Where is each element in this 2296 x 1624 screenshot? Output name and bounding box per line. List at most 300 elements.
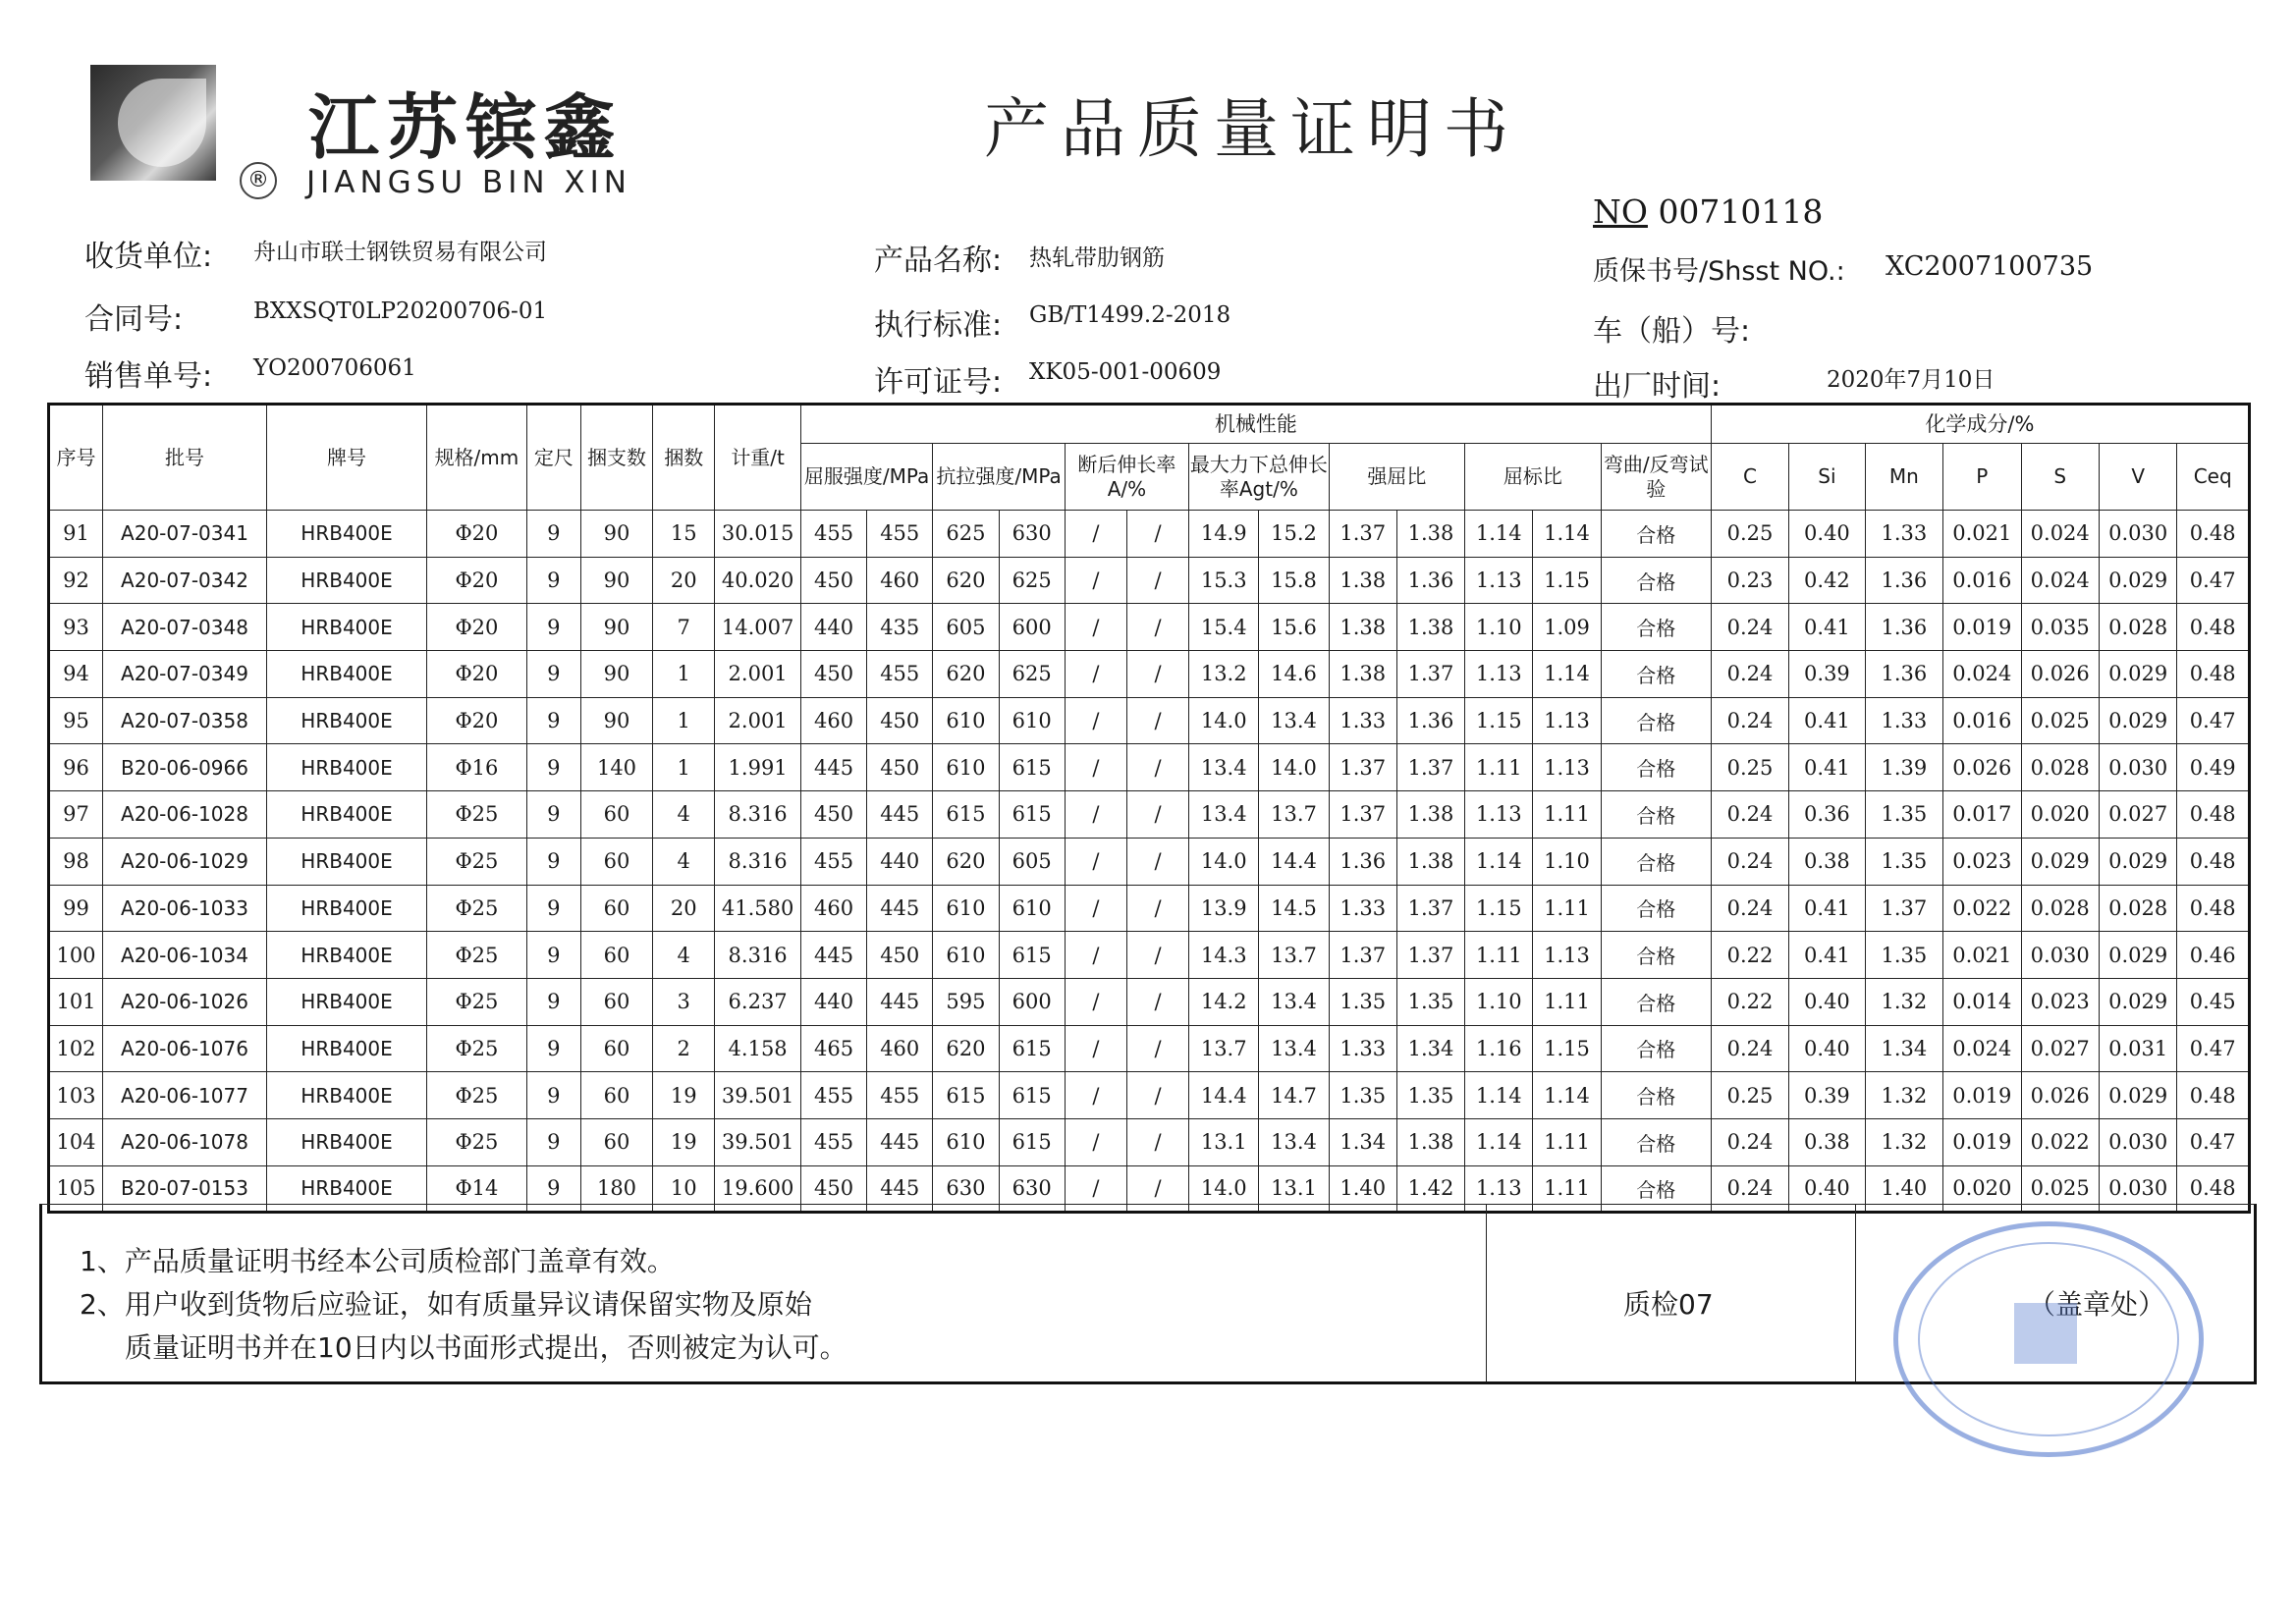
- cell-tensile-2: 600: [999, 978, 1065, 1025]
- cell-p: 0.014: [1943, 978, 2021, 1025]
- cell-batch: A20-06-1077: [103, 1072, 267, 1119]
- cell-weight: 2.001: [715, 651, 801, 698]
- cell-mn: 1.35: [1865, 932, 1942, 979]
- cell-mn: 1.35: [1865, 791, 1942, 839]
- cell-elong-2: /: [1126, 697, 1188, 744]
- cell-strength-ratio-2: 1.37: [1396, 651, 1464, 698]
- cell-tensile-2: 630: [999, 511, 1065, 558]
- cell-tensile-1: 620: [933, 651, 999, 698]
- cell-bend: 合格: [1601, 932, 1711, 979]
- contract-label: 合同号:: [84, 302, 184, 337]
- cell-yield-1: 450: [800, 651, 866, 698]
- cell-seq: 94: [49, 651, 103, 698]
- cell-yield-2: 445: [867, 978, 933, 1025]
- cell-agt-1: 14.0: [1189, 697, 1259, 744]
- cell-ceq: 0.48: [2177, 1165, 2250, 1213]
- cell-yield-ratio-1: 1.11: [1465, 744, 1533, 791]
- cell-si: 0.39: [1789, 1072, 1865, 1119]
- table-row: [49, 838, 2250, 885]
- cell-fixed: 9: [526, 744, 580, 791]
- cell-ceq: 0.48: [2177, 885, 2250, 932]
- cell-tensile-1: 615: [933, 1072, 999, 1119]
- cell-bend: 合格: [1601, 744, 1711, 791]
- cell-strength-ratio-1: 1.37: [1329, 511, 1396, 558]
- cell-strength-ratio-2: 1.34: [1396, 1025, 1464, 1072]
- cell-pieces: 140: [580, 744, 652, 791]
- cell-fixed: 9: [526, 697, 580, 744]
- brand-name-cn: 江苏镔鑫: [308, 86, 624, 169]
- cell-yield-1: 450: [800, 1165, 866, 1213]
- cell-elong-1: /: [1065, 791, 1126, 839]
- cell-yield-2: 460: [867, 557, 933, 604]
- cell-elong-1: /: [1065, 744, 1126, 791]
- cell-batch: B20-07-0153: [103, 1165, 267, 1213]
- cell-strength-ratio-2: 1.38: [1396, 1118, 1464, 1165]
- cell-seq: 98: [49, 838, 103, 885]
- cell-si: 0.38: [1789, 838, 1865, 885]
- cell-yield-2: 445: [867, 885, 933, 932]
- cell-yield-ratio-2: 1.11: [1533, 1165, 1601, 1213]
- contract-value: BXXSQT0LP20200706-01: [253, 298, 548, 324]
- cell-si: 0.40: [1789, 1025, 1865, 1072]
- cell-s: 0.023: [2021, 978, 2099, 1025]
- cell-fixed: 9: [526, 651, 580, 698]
- cell-seq: 103: [49, 1072, 103, 1119]
- cell-bundles: 19: [653, 1118, 715, 1165]
- cell-yield-2: 450: [867, 932, 933, 979]
- cell-elong-1: /: [1065, 697, 1126, 744]
- cell-pieces: 60: [580, 1072, 652, 1119]
- cell-fixed: 9: [526, 791, 580, 839]
- cell-ceq: 0.48: [2177, 1072, 2250, 1119]
- cell-c: 0.22: [1711, 978, 1788, 1025]
- cell-tensile-1: 595: [933, 978, 999, 1025]
- cell-s: 0.026: [2021, 651, 2099, 698]
- cell-strength-ratio-1: 1.38: [1329, 604, 1396, 651]
- cell-grade: HRB400E: [267, 651, 427, 698]
- cell-yield-2: 455: [867, 651, 933, 698]
- table-row: [49, 1025, 2250, 1072]
- table-row: [49, 932, 2250, 979]
- cell-bundles: 1: [653, 744, 715, 791]
- seal-placeholder: （盖章处）: [2028, 1288, 2166, 1321]
- table-row: [49, 557, 2250, 604]
- cell-yield-1: 460: [800, 885, 866, 932]
- cell-tensile-2: 600: [999, 604, 1065, 651]
- note-2: 2、用户收到货物后应验证，如有质量异议请保留实物及原始: [80, 1288, 812, 1321]
- cell-ceq: 0.46: [2177, 932, 2250, 979]
- cell-tensile-2: 630: [999, 1165, 1065, 1213]
- cell-yield-2: 445: [867, 1165, 933, 1213]
- cell-bend: 合格: [1601, 697, 1711, 744]
- cell-si: 0.41: [1789, 885, 1865, 932]
- cell-elong-1: /: [1065, 1072, 1126, 1119]
- cell-ceq: 0.47: [2177, 1025, 2250, 1072]
- cell-elong-1: /: [1065, 511, 1126, 558]
- cell-agt-1: 14.9: [1189, 511, 1259, 558]
- cell-weight: 1.991: [715, 744, 801, 791]
- cell-si: 0.38: [1789, 1118, 1865, 1165]
- note-1: 1、产品质量证明书经本公司质检部门盖章有效。: [80, 1245, 675, 1277]
- cell-seq: 95: [49, 697, 103, 744]
- col-weight: 计重/t: [715, 405, 801, 511]
- col-seq: 序号: [49, 405, 103, 511]
- cell-elong-1: /: [1065, 885, 1126, 932]
- cell-elong-2: /: [1126, 1118, 1188, 1165]
- cell-v: 0.030: [2099, 1165, 2176, 1213]
- cell-grade: HRB400E: [267, 744, 427, 791]
- cell-seq: 91: [49, 511, 103, 558]
- cell-weight: 40.020: [715, 557, 801, 604]
- cell-pieces: 90: [580, 651, 652, 698]
- cell-agt-2: 13.4: [1259, 1025, 1329, 1072]
- cell-c: 0.24: [1711, 697, 1788, 744]
- cell-ceq: 0.48: [2177, 838, 2250, 885]
- cell-agt-2: 14.7: [1259, 1072, 1329, 1119]
- cell-s: 0.024: [2021, 557, 2099, 604]
- cell-bend: 合格: [1601, 791, 1711, 839]
- cell-grade: HRB400E: [267, 557, 427, 604]
- cell-fixed: 9: [526, 978, 580, 1025]
- cell-fixed: 9: [526, 1165, 580, 1213]
- col-yield-ratio: 屈标比: [1465, 444, 1602, 511]
- cell-agt-2: 15.2: [1259, 511, 1329, 558]
- cell-ceq: 0.47: [2177, 557, 2250, 604]
- cell-v: 0.029: [2099, 978, 2176, 1025]
- cell-yield-ratio-1: 1.13: [1465, 791, 1533, 839]
- cell-c: 0.22: [1711, 932, 1788, 979]
- cell-si: 0.40: [1789, 1165, 1865, 1213]
- cell-grade: HRB400E: [267, 1165, 427, 1213]
- cell-seq: 92: [49, 557, 103, 604]
- cell-strength-ratio-1: 1.33: [1329, 885, 1396, 932]
- cell-batch: A20-07-0341: [103, 511, 267, 558]
- cell-yield-2: 445: [867, 791, 933, 839]
- cell-v: 0.031: [2099, 1025, 2176, 1072]
- cell-tensile-1: 610: [933, 697, 999, 744]
- cell-v: 0.029: [2099, 932, 2176, 979]
- cell-yield-ratio-1: 1.10: [1465, 978, 1533, 1025]
- cell-c: 0.24: [1711, 651, 1788, 698]
- cell-strength-ratio-1: 1.34: [1329, 1118, 1396, 1165]
- cell-yield-1: 450: [800, 791, 866, 839]
- sales-value: YO200706061: [253, 355, 416, 381]
- cell-bundles: 10: [653, 1165, 715, 1213]
- cert-number: [1593, 192, 1823, 231]
- cell-fixed: 9: [526, 511, 580, 558]
- cell-c: 0.25: [1711, 1072, 1788, 1119]
- cell-yield-ratio-1: 1.16: [1465, 1025, 1533, 1072]
- cell-mn: 1.33: [1865, 697, 1942, 744]
- cert-number-label: NO: [1593, 192, 1648, 231]
- cell-ceq: 0.48: [2177, 511, 2250, 558]
- cell-ceq: 0.48: [2177, 791, 2250, 839]
- cell-yield-1: 455: [800, 511, 866, 558]
- cell-bend: 合格: [1601, 1118, 1711, 1165]
- cell-agt-2: 13.1: [1259, 1165, 1329, 1213]
- cell-tensile-1: 610: [933, 1118, 999, 1165]
- cell-strength-ratio-1: 1.38: [1329, 557, 1396, 604]
- cell-tensile-2: 605: [999, 838, 1065, 885]
- cell-si: 0.36: [1789, 791, 1865, 839]
- cell-yield-ratio-1: 1.10: [1465, 604, 1533, 651]
- table-row: [49, 978, 2250, 1025]
- table-row: [49, 604, 2250, 651]
- product-label: 产品名称:: [874, 244, 1003, 278]
- cell-spec: Φ25: [427, 978, 527, 1025]
- cell-s: 0.028: [2021, 744, 2099, 791]
- cell-yield-2: 435: [867, 604, 933, 651]
- cell-strength-ratio-2: 1.38: [1396, 838, 1464, 885]
- cell-bundles: 4: [653, 838, 715, 885]
- cell-seq: 104: [49, 1118, 103, 1165]
- cell-batch: A20-06-1028: [103, 791, 267, 839]
- cell-yield-ratio-2: 1.15: [1533, 557, 1601, 604]
- standard-value: GB/T1499.2-2018: [1029, 302, 1231, 328]
- cell-c: 0.24: [1711, 885, 1788, 932]
- cell-yield-ratio-1: 1.15: [1465, 885, 1533, 932]
- cell-tensile-2: 625: [999, 651, 1065, 698]
- cell-agt-1: 13.7: [1189, 1025, 1259, 1072]
- cell-batch: A20-07-0349: [103, 651, 267, 698]
- cell-elong-2: /: [1126, 838, 1188, 885]
- license-label: 许可证号:: [874, 365, 1003, 400]
- cell-agt-1: 14.0: [1189, 838, 1259, 885]
- cell-elong-2: /: [1126, 1025, 1188, 1072]
- cell-c: 0.24: [1711, 1025, 1788, 1072]
- cell-strength-ratio-1: 1.38: [1329, 651, 1396, 698]
- cell-c: 0.25: [1711, 744, 1788, 791]
- table-row: [49, 511, 2250, 558]
- cell-weight: 39.501: [715, 1072, 801, 1119]
- cell-agt-2: 14.6: [1259, 651, 1329, 698]
- cell-si: 0.42: [1789, 557, 1865, 604]
- company-seal-stamp: [1893, 1221, 2204, 1457]
- cell-strength-ratio-2: 1.36: [1396, 557, 1464, 604]
- cell-tensile-1: 610: [933, 744, 999, 791]
- col-s: S: [2021, 444, 2099, 511]
- cell-mn: 1.33: [1865, 511, 1942, 558]
- col-fixed: 定尺: [526, 405, 580, 511]
- cell-p: 0.023: [1943, 838, 2021, 885]
- cell-yield-ratio-2: 1.14: [1533, 651, 1601, 698]
- cell-weight: 6.237: [715, 978, 801, 1025]
- cell-yield-2: 440: [867, 838, 933, 885]
- cell-c: 0.24: [1711, 1118, 1788, 1165]
- cell-s: 0.020: [2021, 791, 2099, 839]
- cell-grade: HRB400E: [267, 978, 427, 1025]
- cell-spec: Φ25: [427, 1025, 527, 1072]
- cell-elong-1: /: [1065, 838, 1126, 885]
- cell-agt-1: 13.1: [1189, 1118, 1259, 1165]
- col-spec: 规格/mm: [427, 405, 527, 511]
- cell-tensile-1: 620: [933, 557, 999, 604]
- cell-weight: 41.580: [715, 885, 801, 932]
- consignee-value: 舟山市联士钢铁贸易有限公司: [253, 240, 547, 265]
- cell-grade: HRB400E: [267, 838, 427, 885]
- cell-v: 0.030: [2099, 744, 2176, 791]
- cell-bend: 合格: [1601, 651, 1711, 698]
- cell-tensile-1: 630: [933, 1165, 999, 1213]
- cell-spec: Φ16: [427, 744, 527, 791]
- cell-pieces: 180: [580, 1165, 652, 1213]
- col-grade: 牌号: [267, 405, 427, 511]
- cell-s: 0.029: [2021, 838, 2099, 885]
- cell-agt-1: 13.4: [1189, 744, 1259, 791]
- cell-agt-2: 14.5: [1259, 885, 1329, 932]
- cell-strength-ratio-1: 1.40: [1329, 1165, 1396, 1213]
- col-c: C: [1711, 444, 1788, 511]
- cell-elong-2: /: [1126, 604, 1188, 651]
- cell-p: 0.022: [1943, 885, 2021, 932]
- cell-mn: 1.36: [1865, 651, 1942, 698]
- cell-ceq: 0.47: [2177, 1118, 2250, 1165]
- cell-batch: A20-07-0358: [103, 697, 267, 744]
- cell-tensile-1: 610: [933, 885, 999, 932]
- cell-yield-ratio-2: 1.13: [1533, 932, 1601, 979]
- group-mechanical: 机械性能: [800, 405, 1711, 444]
- cell-spec: Φ25: [427, 1072, 527, 1119]
- cell-strength-ratio-1: 1.36: [1329, 838, 1396, 885]
- cell-tensile-1: 605: [933, 604, 999, 651]
- cell-c: 0.24: [1711, 838, 1788, 885]
- cell-c: 0.24: [1711, 604, 1788, 651]
- cell-mn: 1.36: [1865, 604, 1942, 651]
- cell-weight: 8.316: [715, 791, 801, 839]
- cell-grade: HRB400E: [267, 604, 427, 651]
- cell-s: 0.022: [2021, 1118, 2099, 1165]
- cell-grade: HRB400E: [267, 1025, 427, 1072]
- ship-date-value: 2020年7月10日: [1827, 367, 1995, 393]
- cell-elong-1: /: [1065, 1118, 1126, 1165]
- cell-si: 0.41: [1789, 932, 1865, 979]
- footer-divider: [1855, 1205, 1856, 1381]
- document-title: 产品质量证明书: [984, 91, 1520, 167]
- cell-tensile-2: 615: [999, 791, 1065, 839]
- cell-agt-1: 13.9: [1189, 885, 1259, 932]
- cell-weight: 19.600: [715, 1165, 801, 1213]
- cell-fixed: 9: [526, 604, 580, 651]
- ship-date-label: 出厂时间:: [1593, 369, 1722, 404]
- cell-mn: 1.40: [1865, 1165, 1942, 1213]
- cell-batch: A20-06-1026: [103, 978, 267, 1025]
- cell-yield-1: 455: [800, 1072, 866, 1119]
- inspector-label: 质检07: [1623, 1288, 1714, 1321]
- cell-p: 0.024: [1943, 1025, 2021, 1072]
- sales-label: 销售单号:: [84, 359, 213, 394]
- cell-fixed: 9: [526, 557, 580, 604]
- cell-elong-2: /: [1126, 978, 1188, 1025]
- cell-grade: HRB400E: [267, 885, 427, 932]
- cell-bundles: 20: [653, 885, 715, 932]
- cell-weight: 2.001: [715, 697, 801, 744]
- col-bundles: 捆数: [653, 405, 715, 511]
- cell-seq: 97: [49, 791, 103, 839]
- cell-ceq: 0.48: [2177, 651, 2250, 698]
- cell-agt-1: 15.4: [1189, 604, 1259, 651]
- cell-grade: HRB400E: [267, 1118, 427, 1165]
- cell-batch: A20-06-1076: [103, 1025, 267, 1072]
- cert-number-value: 00710118: [1658, 192, 1824, 231]
- table-row: [49, 697, 2250, 744]
- cell-p: 0.021: [1943, 511, 2021, 558]
- cell-p: 0.026: [1943, 744, 2021, 791]
- cell-grade: HRB400E: [267, 511, 427, 558]
- cell-agt-1: 13.4: [1189, 791, 1259, 839]
- cell-si: 0.41: [1789, 744, 1865, 791]
- company-logo: [90, 65, 216, 181]
- table-row: [49, 791, 2250, 839]
- cell-fixed: 9: [526, 1025, 580, 1072]
- cell-strength-ratio-2: 1.36: [1396, 697, 1464, 744]
- cell-agt-1: 14.0: [1189, 1165, 1259, 1213]
- cell-strength-ratio-1: 1.37: [1329, 791, 1396, 839]
- cell-ceq: 0.45: [2177, 978, 2250, 1025]
- cell-bundles: 7: [653, 604, 715, 651]
- cell-yield-ratio-1: 1.14: [1465, 1072, 1533, 1119]
- cell-bundles: 2: [653, 1025, 715, 1072]
- col-si: Si: [1789, 444, 1865, 511]
- cell-mn: 1.36: [1865, 557, 1942, 604]
- cell-agt-1: 15.3: [1189, 557, 1259, 604]
- cell-si: 0.41: [1789, 604, 1865, 651]
- cell-spec: Φ14: [427, 1165, 527, 1213]
- col-elongation: 断后伸长率A/%: [1065, 444, 1188, 511]
- cell-elong-2: /: [1126, 1072, 1188, 1119]
- cell-yield-ratio-1: 1.13: [1465, 557, 1533, 604]
- cell-strength-ratio-1: 1.33: [1329, 697, 1396, 744]
- cell-pieces: 60: [580, 932, 652, 979]
- cell-p: 0.016: [1943, 557, 2021, 604]
- cell-v: 0.028: [2099, 885, 2176, 932]
- cell-mn: 1.39: [1865, 744, 1942, 791]
- cell-yield-2: 455: [867, 1072, 933, 1119]
- table-row: [49, 1072, 2250, 1119]
- cell-tensile-2: 615: [999, 1025, 1065, 1072]
- cell-elong-1: /: [1065, 651, 1126, 698]
- cell-v: 0.029: [2099, 557, 2176, 604]
- cell-spec: Φ25: [427, 791, 527, 839]
- cell-bundles: 1: [653, 651, 715, 698]
- cell-yield-2: 450: [867, 697, 933, 744]
- cell-ceq: 0.48: [2177, 604, 2250, 651]
- cell-pieces: 90: [580, 511, 652, 558]
- cell-ceq: 0.49: [2177, 744, 2250, 791]
- cell-tensile-2: 610: [999, 885, 1065, 932]
- cell-yield-ratio-2: 1.11: [1533, 1118, 1601, 1165]
- cell-fixed: 9: [526, 885, 580, 932]
- cell-yield-ratio-1: 1.15: [1465, 697, 1533, 744]
- cell-elong-1: /: [1065, 932, 1126, 979]
- cell-yield-1: 440: [800, 604, 866, 651]
- cell-bundles: 20: [653, 557, 715, 604]
- cell-batch: A20-07-0342: [103, 557, 267, 604]
- cell-fixed: 9: [526, 932, 580, 979]
- cell-s: 0.024: [2021, 511, 2099, 558]
- cell-seq: 101: [49, 978, 103, 1025]
- cell-strength-ratio-2: 1.37: [1396, 932, 1464, 979]
- cell-tensile-2: 615: [999, 1072, 1065, 1119]
- cell-elong-2: /: [1126, 651, 1188, 698]
- vehicle-label: 车（船）号:: [1593, 314, 1751, 349]
- cell-spec: Φ25: [427, 885, 527, 932]
- cell-bend: 合格: [1601, 885, 1711, 932]
- col-agt: 最大力下总伸长率Agt/%: [1189, 444, 1330, 511]
- standard-label: 执行标准:: [874, 308, 1003, 343]
- cell-strength-ratio-1: 1.35: [1329, 1072, 1396, 1119]
- cell-weight: 39.501: [715, 1118, 801, 1165]
- cell-mn: 1.37: [1865, 885, 1942, 932]
